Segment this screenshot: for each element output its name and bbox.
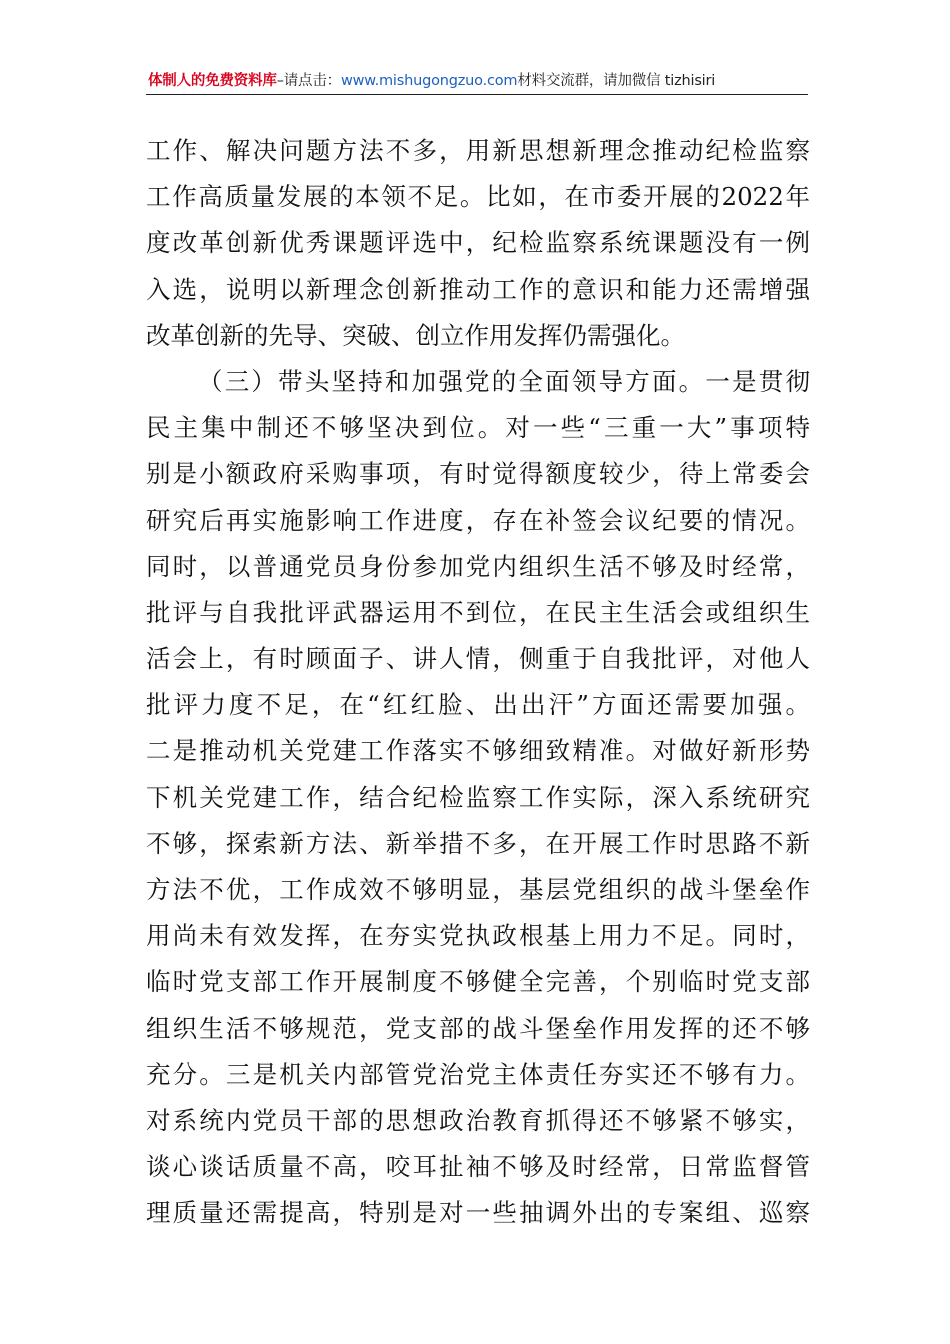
body-line: 活会上，有时顾面子、讲人情，侧重于自我批评，对他人 (146, 644, 810, 674)
body-line: 临时党支部工作开展制度不够健全完善，个别临时党支部 (146, 967, 810, 997)
body-line: 同时，以普通党员身份参加党内组织生活不够及时经常， (146, 551, 810, 581)
body-line: 下机关党建工作，结合纪检监察工作实际，深入系统研究 (146, 782, 810, 812)
body-line: 研究后再实施影响工作进度，存在补签会议纪要的情况。 (146, 505, 810, 535)
body-line: 二是推动机关党建工作落实不够细致精准。对做好新形势 (146, 736, 810, 766)
body-line: 充分。三是机关内部管党治党主体责任夯实还不够有力。 (146, 1059, 810, 1089)
body-line: 入选，说明以新理念创新推动工作的意识和能力还需增强 (146, 274, 810, 304)
body-line: 民主集中制还不够坚决到位。对一些“三重一大”事项特 (146, 413, 810, 443)
body-line: 理质量还需提高，特别是对一些抽调外出的专案组、巡察 (146, 1198, 810, 1228)
header-separator: –请点击： (276, 73, 341, 89)
page-header (148, 66, 806, 96)
body-line: 谈心谈话质量不高，咬耳扯袖不够及时经常，日常监督管 (146, 1152, 810, 1182)
body-line: 批评力度不足，在“红红脸、出出汗”方面还需要加强。 (146, 690, 810, 720)
body-line: 用尚未有效发挥，在夯实党执政根基上用力不足。同时， (146, 921, 810, 951)
header-url-link[interactable]: www.mishugongzuo.com (340, 73, 518, 89)
body-line: 批评与自我批评武器运用不到位，在民主生活会或组织生 (146, 597, 810, 627)
body-line: 别是小额政府采购事项，有时觉得额度较少，待上常委会 (146, 459, 810, 489)
body-line: 工作、解决问题方法不多，用新思想新理念推动纪检监察 (146, 136, 810, 165)
body-line: 改革创新的先导、突破、创立作用发挥仍需强化。 (146, 320, 685, 350)
header-brand: 体制人的免费资料库 (148, 73, 277, 89)
section-heading-line: （三）带头坚持和加强党的全面领导方面。一是贯彻 (198, 366, 810, 396)
header-divider (146, 94, 808, 95)
body-line: 度改革创新优秀课题评选中，纪检监察系统课题没有一例 (146, 228, 810, 258)
body-line: 工作高质量发展的本领不足。比如，在市委开展的2022年 (146, 182, 810, 212)
body-line: 不够，探索新方法、新举措不多，在开展工作时思路不新 (146, 828, 810, 858)
document-body (146, 128, 810, 1237)
header-tail-text: 材料交流群，请加微信 tizhisiri (517, 73, 716, 89)
body-line: 方法不优，工作成效不够明显，基层党组织的战斗堡垒作 (146, 875, 810, 904)
body-line: 组织生活不够规范，党支部的战斗堡垒作用发挥的还不够 (146, 1013, 810, 1043)
body-line: 对系统内党员干部的思想政治教育抓得还不够紧不够实， (146, 1105, 810, 1135)
